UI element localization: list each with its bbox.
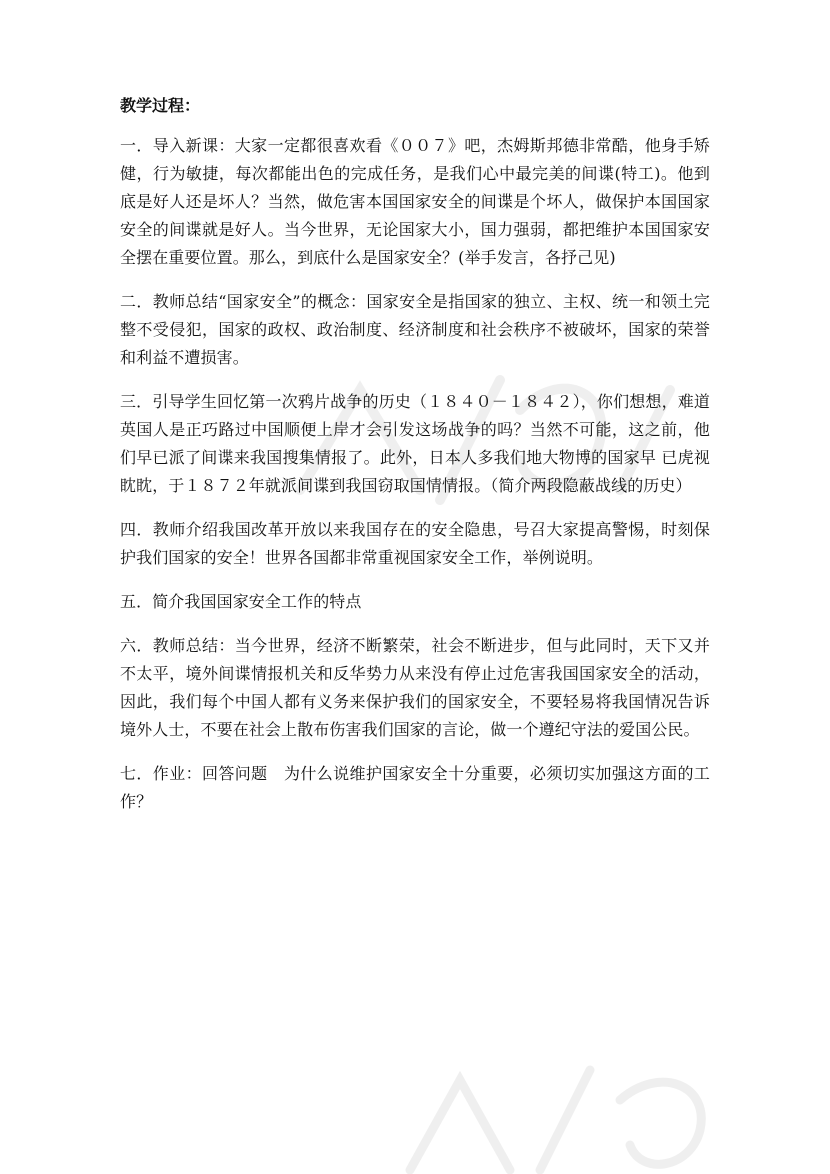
paragraph-history: 三．引导学生回忆第一次鸦片战争的历史（１８４０－１８４２），你们想想，难道英国人是正巧路过中国顺便上岸才会引发这场战争的吗？当然不可能，这之前，他们早已派了间谍来我国搜集情报了。此外，日本人多我们地大物博的国家早 已虎视眈眈，于１８７２年就派间谍到我国窃取国情情报。（简介两段隐蔽战线的历史） (120, 392, 710, 495)
section-heading: 教学过程： (120, 96, 201, 115)
watermark-logo-bottom (390, 1050, 750, 1174)
paragraph-homework: 七．作业：回答问题 为什么说维护国家安全十分重要，必须切实加强这方面的工作？ (120, 764, 710, 811)
paragraph-features: 五．简介我国国家安全工作的特点 (120, 592, 362, 611)
paragraph-risks: 四．教师介绍我国改革开放以来我国存在的安全隐患，号召大家提高警惕，时刻保护我们国家的安全！世界各国都非常重视国家安全工作，举例说明。 (120, 520, 710, 567)
paragraph-summary: 六．教师总结：当今世界，经济不断繁荣，社会不断进步，但与此同时，天下又并不太平，境外间谍情报机关和反华势力从来没有停止过危害我国国家安全的活动，因此，我们每个中国人都有义务来保护我们的国家安全，不要轻易将我国情况告诉境外人士，不要在社会上散布伤害我们国家的言论，做一个遵纪守法的爱国公民。 (120, 636, 710, 739)
document-body (120, 92, 710, 832)
paragraph-intro: 一．导入新课：大家一定都很喜欢看《００７》吧，杰姆斯邦德非常酷，他身手矫健，行为敏捷，每次都能出色的完成任务，是我们心中最完美的间谍(特工)。他到底是好人还是坏人？当然，做危害本国国家安全的间谍是个坏人，做保护本国国家安全的间谍就是好人。当今世界，无论国家大小，国力强弱，都把维护本国国家安全摆在重要位置。那么，到底什么是国家安全？(举手发言，各抒己见) (120, 136, 710, 267)
paragraph-concept: 二．教师总结“国家安全”的概念：国家安全是指国家的独立、主权、统一和领土完整不受侵犯，国家的政权、政治制度、经济制度和社会秩序不被破坏，国家的荣誉和利益不遭损害。 (120, 292, 710, 367)
